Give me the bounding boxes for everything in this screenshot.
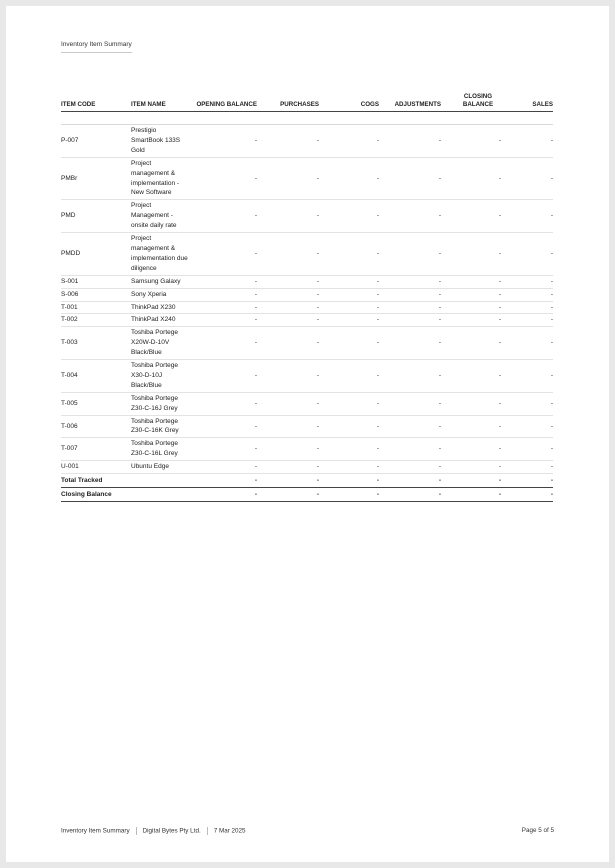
adjustments-cell: - <box>379 474 441 488</box>
opening-balance-cell: - <box>189 125 257 158</box>
purchases-cell: - <box>257 415 319 438</box>
report-title: Inventory Item Summary <box>61 41 132 53</box>
sales-cell: - <box>501 157 553 200</box>
purchases-cell: - <box>257 327 319 360</box>
table-row <box>61 288 553 301</box>
closing-balance-cell: - <box>441 392 501 415</box>
cogs-cell: - <box>319 288 379 301</box>
closing-balance-row <box>61 488 553 502</box>
header-item-code: ITEM CODE <box>61 90 131 112</box>
header-cogs: COGS <box>319 90 379 112</box>
closing-balance-cell: - <box>441 415 501 438</box>
sales-cell: - <box>501 438 553 461</box>
item-name-cell: Toshiba Portege X20W-D-10V Black/Blue <box>131 327 189 360</box>
table-row <box>61 125 553 158</box>
adjustments-cell: - <box>379 314 441 327</box>
item-code-cell: S-006 <box>61 288 131 301</box>
item-code-cell: T-002 <box>61 314 131 327</box>
item-name-cell: Project management & implementation - New Software <box>131 157 189 200</box>
cogs-cell: - <box>319 392 379 415</box>
closing-balance-cell: - <box>441 233 501 276</box>
sales-cell: - <box>501 125 553 158</box>
opening-balance-cell: - <box>189 327 257 360</box>
header-adjustments: ADJUSTMENTS <box>379 90 441 112</box>
footer-page-number: Page 5 of 5 <box>521 827 554 834</box>
purchases-cell: - <box>257 200 319 233</box>
purchases-cell: - <box>257 488 319 502</box>
sales-cell: - <box>501 327 553 360</box>
opening-balance-cell: - <box>189 392 257 415</box>
table-header-row <box>61 90 553 112</box>
adjustments-cell: - <box>379 488 441 502</box>
opening-balance-cell: - <box>189 233 257 276</box>
adjustments-cell: - <box>379 327 441 360</box>
closing-balance-cell: - <box>441 314 501 327</box>
adjustments-cell: - <box>379 392 441 415</box>
item-name-cell: Project management & implementation due diligence <box>131 233 189 276</box>
item-code-cell: T-005 <box>61 392 131 415</box>
opening-balance-cell: - <box>189 275 257 288</box>
table-row <box>61 275 553 288</box>
item-name-cell: Toshiba Portege Z30-C-16K Grey <box>131 415 189 438</box>
item-name-cell: Toshiba Portege Z30-C-16J Grey <box>131 392 189 415</box>
cogs-cell: - <box>319 275 379 288</box>
opening-balance-cell: - <box>189 301 257 314</box>
closing-balance-cell: - <box>441 474 501 488</box>
opening-balance-cell: - <box>189 314 257 327</box>
header-closing-balance: CLOSING BALANCE <box>441 90 501 112</box>
table-row <box>61 314 553 327</box>
table-row <box>61 461 553 474</box>
adjustments-cell: - <box>379 438 441 461</box>
purchases-cell: - <box>257 461 319 474</box>
cogs-cell: - <box>319 415 379 438</box>
table-row <box>61 438 553 461</box>
adjustments-cell: - <box>379 233 441 276</box>
adjustments-cell: - <box>379 157 441 200</box>
sales-cell: - <box>501 360 553 393</box>
table-row <box>61 157 553 200</box>
item-name-cell: Prestigio SmartBook 133S Gold <box>131 125 189 158</box>
closing-balance-cell: - <box>441 438 501 461</box>
opening-balance-cell: - <box>189 157 257 200</box>
closing-balance-cell: - <box>441 301 501 314</box>
purchases-cell: - <box>257 392 319 415</box>
adjustments-cell: - <box>379 288 441 301</box>
opening-balance-cell: - <box>189 461 257 474</box>
table-row <box>61 327 553 360</box>
item-code-cell: T-006 <box>61 415 131 438</box>
table-row <box>61 200 553 233</box>
item-code-cell: U-001 <box>61 461 131 474</box>
sales-cell: - <box>501 233 553 276</box>
adjustments-cell: - <box>379 301 441 314</box>
opening-balance-cell: - <box>189 438 257 461</box>
cogs-cell: - <box>319 157 379 200</box>
sales-cell: - <box>501 275 553 288</box>
header-sales: SALES <box>501 90 553 112</box>
closing-balance-cell: - <box>441 125 501 158</box>
adjustments-cell: - <box>379 200 441 233</box>
cogs-cell: - <box>319 488 379 502</box>
purchases-cell: - <box>257 233 319 276</box>
closing-balance-cell: - <box>441 157 501 200</box>
footer-divider <box>207 827 208 835</box>
purchases-cell: - <box>257 360 319 393</box>
table-row <box>61 233 553 276</box>
purchases-cell: - <box>257 288 319 301</box>
item-code-cell: S-001 <box>61 275 131 288</box>
cogs-cell: - <box>319 360 379 393</box>
sales-cell: - <box>501 474 553 488</box>
footer-divider <box>136 827 137 835</box>
item-name-cell: ThinkPad X240 <box>131 314 189 327</box>
item-code-cell: T-001 <box>61 301 131 314</box>
purchases-cell: - <box>257 314 319 327</box>
item-name-cell: Toshiba Portege X30-D-10J Black/Blue <box>131 360 189 393</box>
closing-balance-cell: - <box>441 360 501 393</box>
footer-date: 7 Mar 2025 <box>213 827 246 835</box>
closing-balance-cell: - <box>441 488 501 502</box>
cogs-cell: - <box>319 461 379 474</box>
total-tracked-row <box>61 474 553 488</box>
adjustments-cell: - <box>379 461 441 474</box>
sales-cell: - <box>501 288 553 301</box>
sales-cell: - <box>501 301 553 314</box>
cogs-cell: - <box>319 301 379 314</box>
cogs-cell: - <box>319 200 379 233</box>
sales-cell: - <box>501 461 553 474</box>
item-name-cell: ThinkPad X230 <box>131 301 189 314</box>
item-code-cell: T-007 <box>61 438 131 461</box>
footer-report-name: Inventory Item Summary <box>61 827 130 835</box>
table-row <box>61 301 553 314</box>
purchases-cell: - <box>257 438 319 461</box>
purchases-cell: - <box>257 275 319 288</box>
item-name-cell: Sony Xperia <box>131 288 189 301</box>
adjustments-cell: - <box>379 415 441 438</box>
item-code-cell: PMBr <box>61 157 131 200</box>
table-row <box>61 415 553 438</box>
adjustments-cell: - <box>379 360 441 393</box>
cogs-cell: - <box>319 327 379 360</box>
opening-balance-cell: - <box>189 200 257 233</box>
sales-cell: - <box>501 200 553 233</box>
sales-cell: - <box>501 392 553 415</box>
report-page <box>6 6 609 862</box>
item-code-cell: T-003 <box>61 327 131 360</box>
table-row <box>61 392 553 415</box>
table-spacer-row <box>61 112 553 125</box>
adjustments-cell: - <box>379 125 441 158</box>
inventory-table <box>61 90 553 502</box>
table-row <box>61 360 553 393</box>
item-name-cell: Toshiba Portege Z30-C-16L Grey <box>131 438 189 461</box>
cogs-cell: - <box>319 233 379 276</box>
page-footer <box>61 827 554 835</box>
cogs-cell: - <box>319 314 379 327</box>
cogs-cell: - <box>319 474 379 488</box>
cogs-cell: - <box>319 125 379 158</box>
opening-balance-cell: - <box>189 474 257 488</box>
cogs-cell: - <box>319 438 379 461</box>
header-purchases: PURCHASES <box>257 90 319 112</box>
sales-cell: - <box>501 488 553 502</box>
sales-cell: - <box>501 415 553 438</box>
closing-balance-cell: - <box>441 327 501 360</box>
item-name-cell: Ubuntu Edge <box>131 461 189 474</box>
closing-balance-cell: - <box>441 461 501 474</box>
header-opening-balance: OPENING BALANCE <box>189 90 257 112</box>
item-code-cell: PMD <box>61 200 131 233</box>
total-tracked-row-label: Total Tracked <box>61 474 189 488</box>
purchases-cell: - <box>257 157 319 200</box>
item-name-cell: Project Management - onsite daily rate <box>131 200 189 233</box>
closing-balance-cell: - <box>441 200 501 233</box>
item-code-cell: P-007 <box>61 125 131 158</box>
item-code-cell: T-004 <box>61 360 131 393</box>
opening-balance-cell: - <box>189 288 257 301</box>
footer-company: Digital Bytes Pty Ltd. <box>142 827 201 835</box>
closing-balance-row-label: Closing Balance <box>61 488 189 502</box>
closing-balance-cell: - <box>441 288 501 301</box>
header-item-name: ITEM NAME <box>131 90 189 112</box>
adjustments-cell: - <box>379 275 441 288</box>
purchases-cell: - <box>257 474 319 488</box>
item-code-cell: PMDD <box>61 233 131 276</box>
opening-balance-cell: - <box>189 360 257 393</box>
sales-cell: - <box>501 314 553 327</box>
purchases-cell: - <box>257 125 319 158</box>
table-body <box>61 112 553 502</box>
opening-balance-cell: - <box>189 415 257 438</box>
closing-balance-cell: - <box>441 275 501 288</box>
opening-balance-cell: - <box>189 488 257 502</box>
item-name-cell: Samsung Galaxy <box>131 275 189 288</box>
purchases-cell: - <box>257 301 319 314</box>
